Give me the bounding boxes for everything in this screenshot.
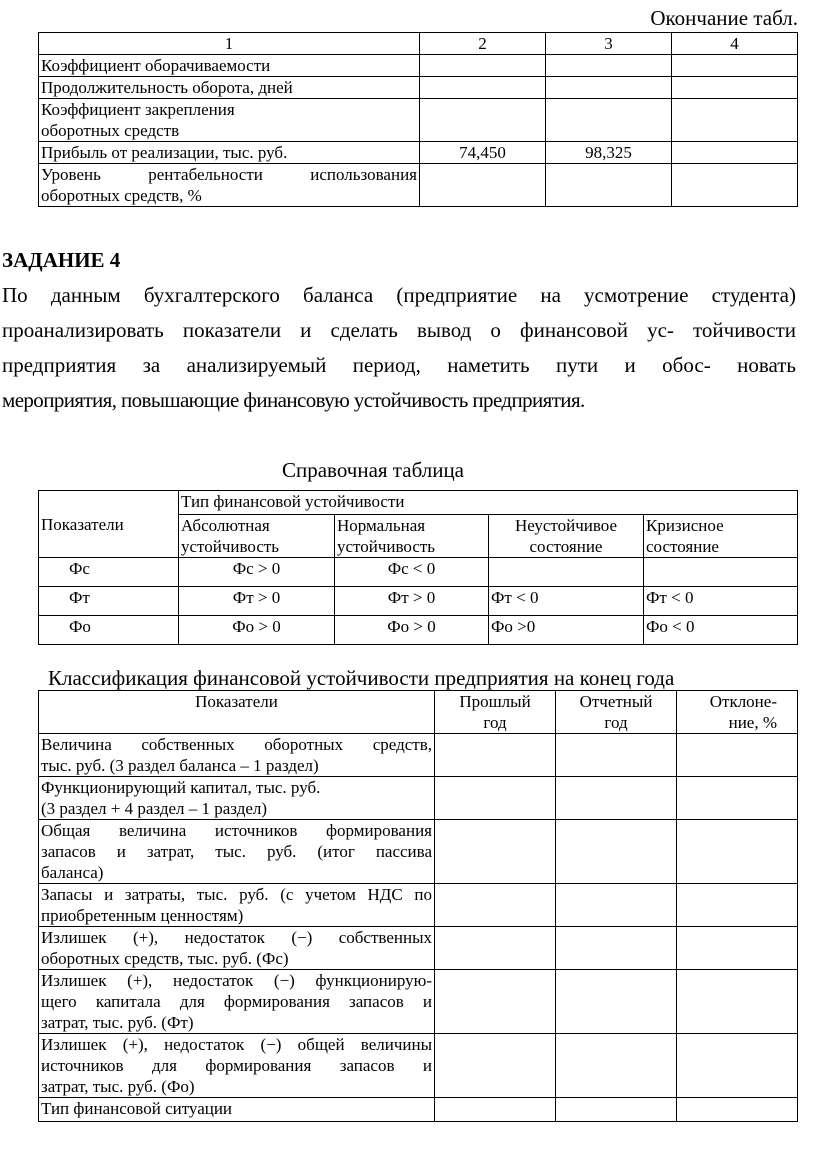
table-cell bbox=[420, 77, 546, 99]
table-row bbox=[39, 884, 798, 927]
condition-cell: Фо > 0 bbox=[335, 616, 489, 645]
table-row bbox=[39, 927, 798, 970]
table-cell bbox=[556, 1098, 677, 1122]
table-row bbox=[39, 970, 798, 1034]
table-cell bbox=[672, 77, 798, 99]
row-label bbox=[39, 884, 435, 927]
type-header-line: Абсолютная bbox=[181, 516, 270, 535]
table-cell bbox=[556, 1034, 677, 1098]
table-row bbox=[39, 77, 798, 99]
table-row bbox=[39, 820, 798, 884]
value-cell: 98,325 bbox=[546, 142, 672, 164]
table-cell bbox=[672, 142, 798, 164]
indicator-cell: Фт bbox=[39, 587, 179, 616]
table-header-row bbox=[39, 691, 798, 734]
table-cell bbox=[435, 777, 556, 820]
condition-cell bbox=[489, 558, 644, 587]
row-label bbox=[39, 970, 435, 1034]
table-row bbox=[39, 587, 798, 616]
classification-table-caption: Классификация финансовой устойчивости предприятия на конец года bbox=[48, 666, 675, 690]
condition-cell: Фт > 0 bbox=[335, 587, 489, 616]
type-header-line: Кризисное bbox=[646, 516, 724, 535]
condition-cell bbox=[644, 558, 798, 587]
table-row bbox=[39, 55, 798, 77]
reference-table-caption: Справочная таблица bbox=[281, 458, 465, 482]
continuation-label: Окончание табл. bbox=[650, 6, 798, 30]
row-label: Прибыль от реализации, тыс. руб. bbox=[39, 142, 420, 164]
indicators-table bbox=[38, 32, 798, 207]
table-row bbox=[39, 142, 798, 164]
header-line: Прошлый bbox=[459, 692, 531, 711]
type-header-line: устойчивость bbox=[337, 537, 436, 556]
type-header-line: Неустойчивое bbox=[514, 516, 618, 535]
condition-cell: Фс > 0 bbox=[179, 558, 335, 587]
header-line: Отклоне- bbox=[709, 692, 777, 711]
row-label bbox=[39, 820, 435, 884]
row-label-line: Функционирующий капитал, тыс. руб. bbox=[41, 778, 321, 797]
row-label-line: Запасы и затраты, тыс. руб. (с учетом НДС по bbox=[41, 885, 432, 904]
row-label-line: оборотных средств, тыс. руб. (Фс) bbox=[41, 949, 289, 968]
table-cell bbox=[420, 99, 546, 142]
table-row bbox=[39, 777, 798, 820]
table-cell bbox=[672, 164, 798, 207]
row-label bbox=[39, 1034, 435, 1098]
type-header-line: устойчивость bbox=[181, 537, 280, 556]
task-paragraph-line: мероприятия, повышающие финансовую устойчивость предприятия. bbox=[2, 388, 585, 412]
row-label-line: Уровень рентабельности использования bbox=[41, 165, 417, 184]
type-header bbox=[644, 515, 798, 558]
row-label-line: запасов и затрат, тыс. руб. (итог пассива bbox=[41, 842, 432, 861]
current-year-header bbox=[556, 691, 677, 734]
row-label bbox=[39, 927, 435, 970]
type-header bbox=[179, 515, 335, 558]
condition-cell: Фт > 0 bbox=[179, 587, 335, 616]
classification-table bbox=[38, 690, 798, 1122]
table-cell bbox=[435, 734, 556, 777]
table-cell bbox=[677, 777, 798, 820]
condition-cell: Фс < 0 bbox=[335, 558, 489, 587]
deviation-header bbox=[677, 691, 798, 734]
indicator-cell: Фо bbox=[39, 616, 179, 645]
table-cell bbox=[677, 820, 798, 884]
row-label-line: Излишек (+), недостаток (−) общей величины bbox=[41, 1035, 432, 1054]
table-header-row bbox=[39, 33, 798, 55]
table-header-row bbox=[39, 491, 798, 515]
row-label-line: приобретенным ценностям) bbox=[41, 906, 244, 925]
table-cell bbox=[677, 1098, 798, 1122]
table-cell bbox=[546, 77, 672, 99]
table-cell bbox=[546, 164, 672, 207]
row-label-line: затрат, тыс. руб. (Фо) bbox=[41, 1077, 195, 1096]
reference-table bbox=[38, 490, 798, 645]
table-row bbox=[39, 616, 798, 645]
table-cell bbox=[677, 927, 798, 970]
table-row bbox=[39, 1034, 798, 1098]
table-cell bbox=[546, 99, 672, 142]
type-header-line: состояние bbox=[646, 537, 719, 556]
row-label bbox=[39, 777, 435, 820]
row-label-line: оборотных средств bbox=[41, 121, 180, 140]
row-label-line: (3 раздел + 4 раздел – 1 раздел) bbox=[41, 799, 268, 818]
col-header: 1 bbox=[39, 33, 420, 55]
row-label bbox=[39, 734, 435, 777]
table-cell bbox=[435, 884, 556, 927]
table-cell bbox=[556, 820, 677, 884]
table-cell bbox=[677, 884, 798, 927]
table-cell bbox=[672, 99, 798, 142]
type-header-line: состояние bbox=[529, 537, 603, 556]
table-cell bbox=[420, 164, 546, 207]
prev-year-header bbox=[435, 691, 556, 734]
table-row bbox=[39, 164, 798, 207]
table-row bbox=[39, 99, 798, 142]
row-label-line: Коэффициент закрепления bbox=[41, 100, 235, 119]
header-line: год bbox=[483, 713, 507, 732]
row-label bbox=[39, 99, 420, 142]
table-cell bbox=[556, 970, 677, 1034]
row-label-line: баланса) bbox=[41, 863, 104, 882]
table-cell bbox=[420, 55, 546, 77]
table-cell bbox=[556, 884, 677, 927]
condition-cell: Фт < 0 bbox=[644, 587, 798, 616]
header-line: ние, % bbox=[728, 713, 777, 732]
task-paragraph-line: проанализировать показатели и сделать вывод о финансовой ус- тойчивости bbox=[2, 318, 796, 342]
table-cell bbox=[435, 970, 556, 1034]
type-header-line: Нормальная bbox=[337, 516, 426, 535]
indicators-header: Показатели bbox=[39, 491, 179, 558]
table-cell bbox=[677, 1034, 798, 1098]
condition-cell: Фо >0 bbox=[489, 616, 644, 645]
header-line: Отчетный bbox=[579, 692, 653, 711]
table-cell bbox=[672, 55, 798, 77]
type-header bbox=[335, 515, 489, 558]
task-paragraph-line: предприятия за анализируемый период, наметить пути и обос- новать bbox=[2, 353, 796, 377]
value-cell: 74,450 bbox=[420, 142, 546, 164]
task-paragraph-line: По данным бухгалтерского баланса (предприятие на усмотрение студента) bbox=[2, 283, 796, 307]
table-cell bbox=[435, 820, 556, 884]
table-cell bbox=[556, 734, 677, 777]
row-label-line: затрат, тыс. руб. (Фт) bbox=[41, 1013, 194, 1032]
table-cell bbox=[435, 1034, 556, 1098]
condition-cell: Фо < 0 bbox=[644, 616, 798, 645]
row-label-line: Тип финансовой ситуации bbox=[41, 1099, 233, 1118]
header-line: год bbox=[604, 713, 628, 732]
table-cell bbox=[435, 927, 556, 970]
table-row bbox=[39, 734, 798, 777]
row-label-line: тыс. руб. (3 раздел баланса – 1 раздел) bbox=[41, 756, 319, 775]
row-label-line: Величина собственных оборотных средств, bbox=[41, 735, 432, 754]
table-cell bbox=[556, 777, 677, 820]
condition-cell: Фо > 0 bbox=[179, 616, 335, 645]
row-label bbox=[39, 164, 420, 207]
row-label-line: Общая величина источников формирования bbox=[41, 821, 432, 840]
table-cell bbox=[435, 1098, 556, 1122]
col-header: 3 bbox=[546, 33, 672, 55]
type-header bbox=[489, 515, 644, 558]
row-label-line: Излишек (+), недостаток (−) функционирую- bbox=[41, 971, 432, 990]
condition-cell: Фт < 0 bbox=[489, 587, 644, 616]
table-cell bbox=[677, 970, 798, 1034]
table-cell bbox=[556, 927, 677, 970]
indicator-cell: Фс bbox=[39, 558, 179, 587]
row-label: Продолжительность оборота, дней bbox=[39, 77, 420, 99]
table-row bbox=[39, 1098, 798, 1122]
row-label-line: источников для формирования запасов и bbox=[41, 1056, 432, 1075]
group-header: Тип финансовой устойчивости bbox=[179, 491, 798, 515]
table-cell bbox=[546, 55, 672, 77]
row-label-line: Излишек (+), недостаток (−) собственных bbox=[41, 928, 432, 947]
table-row bbox=[39, 558, 798, 587]
row-label-line: щего капитала для формирования запасов и bbox=[41, 992, 432, 1011]
col-header: 2 bbox=[420, 33, 546, 55]
row-label bbox=[39, 1098, 435, 1122]
row-label-line: оборотных средств, % bbox=[41, 186, 202, 205]
indicators-header: Показатели bbox=[39, 691, 435, 734]
col-header: 4 bbox=[672, 33, 798, 55]
task-title: ЗАДАНИЕ 4 bbox=[2, 248, 121, 272]
row-label: Коэффициент оборачиваемости bbox=[39, 55, 420, 77]
table-cell bbox=[677, 734, 798, 777]
